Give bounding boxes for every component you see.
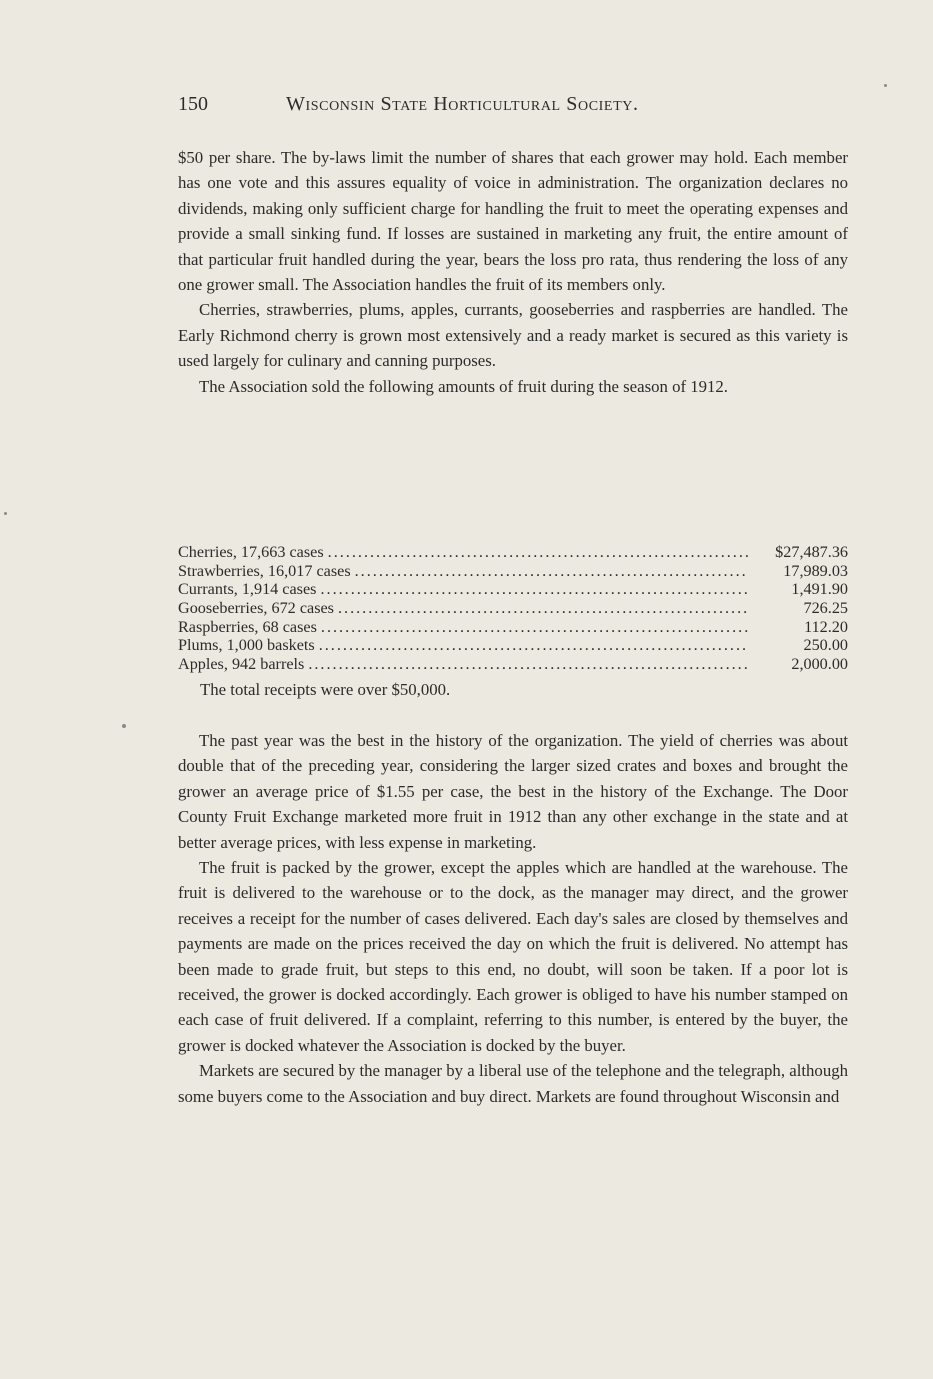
sales-amount: 112.20 [804,617,848,636]
sales-amount: 250.00 [803,636,848,655]
paragraph-fruits-handled: Cherries, strawberries, plums, apples, currants, gooseberries and raspberries are handled. The Early Richmond cherry is grown most extensively and a ready market is secured as this variety is used largely for culinary and canning purposes. [178,300,848,371]
sales-item: Apples, 942 barrels [178,655,305,674]
sales-amount: 2,000.00 [791,655,848,674]
paragraph-best-year: The past year was the best in the history of the organization. The yield of cherries was about double that of the preceding year, considering the larger sized crates and boxes and brought the grower an average price of $1.55 per case, the best in the history of the Exchange. The Door County Fruit Exchange marketed more fruit in 1912 than any other exchange in the state and at better average prices, with less expense in marketing. [178,731,848,852]
sales-row-strawberries [178,562,848,581]
paragraph-sales-intro: The Association sold the following amounts of fruit during the season of 1912. [199,376,729,396]
dot-leader [355,562,748,581]
sales-table [178,543,848,674]
sales-amount: $27,487.36 [775,543,848,561]
sales-item: Gooseberries, 672 cases [178,599,334,618]
dot-leader [319,636,748,655]
body-text-bottom [178,728,848,1109]
dot-leader [321,618,748,637]
dot-leader [328,543,748,562]
paper-speck [884,84,887,87]
paragraph-packing: The fruit is packed by the grower, except the apples which are handled at the warehouse. The fruit is delivered to the warehouse or to the dock, as the manager may direct, and the grower receives a receipt for the number of cases delivered. Each day's sales are closed by themselves and payments are made on the prices received the day on which the fruit is delivered. No attempt has been made to grade fruit, but steps to this end, no doubt, will soon be taken. If a poor lot is received, the grower is docked accordingly. Each grower is obliged to have his number stamped on each case of fruit delivered. If a complaint, referring to this number, is entered by the buyer, the grower is docked whatever the Association is docked by the buyer. [178,858,848,1055]
paper-speck [4,512,7,515]
sales-item: Strawberries, 16,017 cases [178,561,351,580]
sales-amount: 1,491.90 [791,580,848,599]
sales-amount: 726.25 [803,599,848,618]
dot-leader [308,655,748,674]
paragraph-markets: Markets are secured by the manager by a liberal use of the telephone and the telegraph, although some buyers come to the Association and buy direct. Markets are found throughout Wisconsin and [178,1061,848,1106]
running-head: Wisconsin State Horticultural Society. [286,93,639,115]
sales-row-cherries [178,543,848,562]
body-text-top [178,145,848,399]
page-header [178,92,758,116]
sales-item: Plums, 1,000 baskets [178,636,315,655]
paper-speck [122,724,126,728]
sales-item: Cherries, 17,663 cases [178,543,324,561]
total-receipts: The total receipts were over $50,000. [200,680,451,699]
sales-row-currants [178,580,848,599]
dot-leader [320,580,748,599]
page-number: 150 [178,93,208,115]
sales-row-apples [178,655,848,674]
paragraph-shares: $50 per share. The by-laws limit the number of shares that each grower may hold. Each member has one vote and this assures equality of voice in administration. The organization declares no dividends, making only sufficient charge for handling the fruit to meet the operating expenses and provide a small sinking fund. If losses are sustained in marketing any fruit, the entire amount of that particular fruit handled during the year, bears the loss pro rata, thus rendering the loss of any one grower small. The Association handles the fruit of its members only. [178,148,848,295]
dot-leader [338,599,748,618]
sales-item: Currants, 1,914 cases [178,580,317,599]
sales-row-gooseberries [178,599,848,618]
sales-amount: 17,989.03 [783,561,848,580]
sales-item: Raspberries, 68 cases [178,617,317,636]
sales-row-plums [178,636,848,655]
sales-row-raspberries [178,618,848,637]
